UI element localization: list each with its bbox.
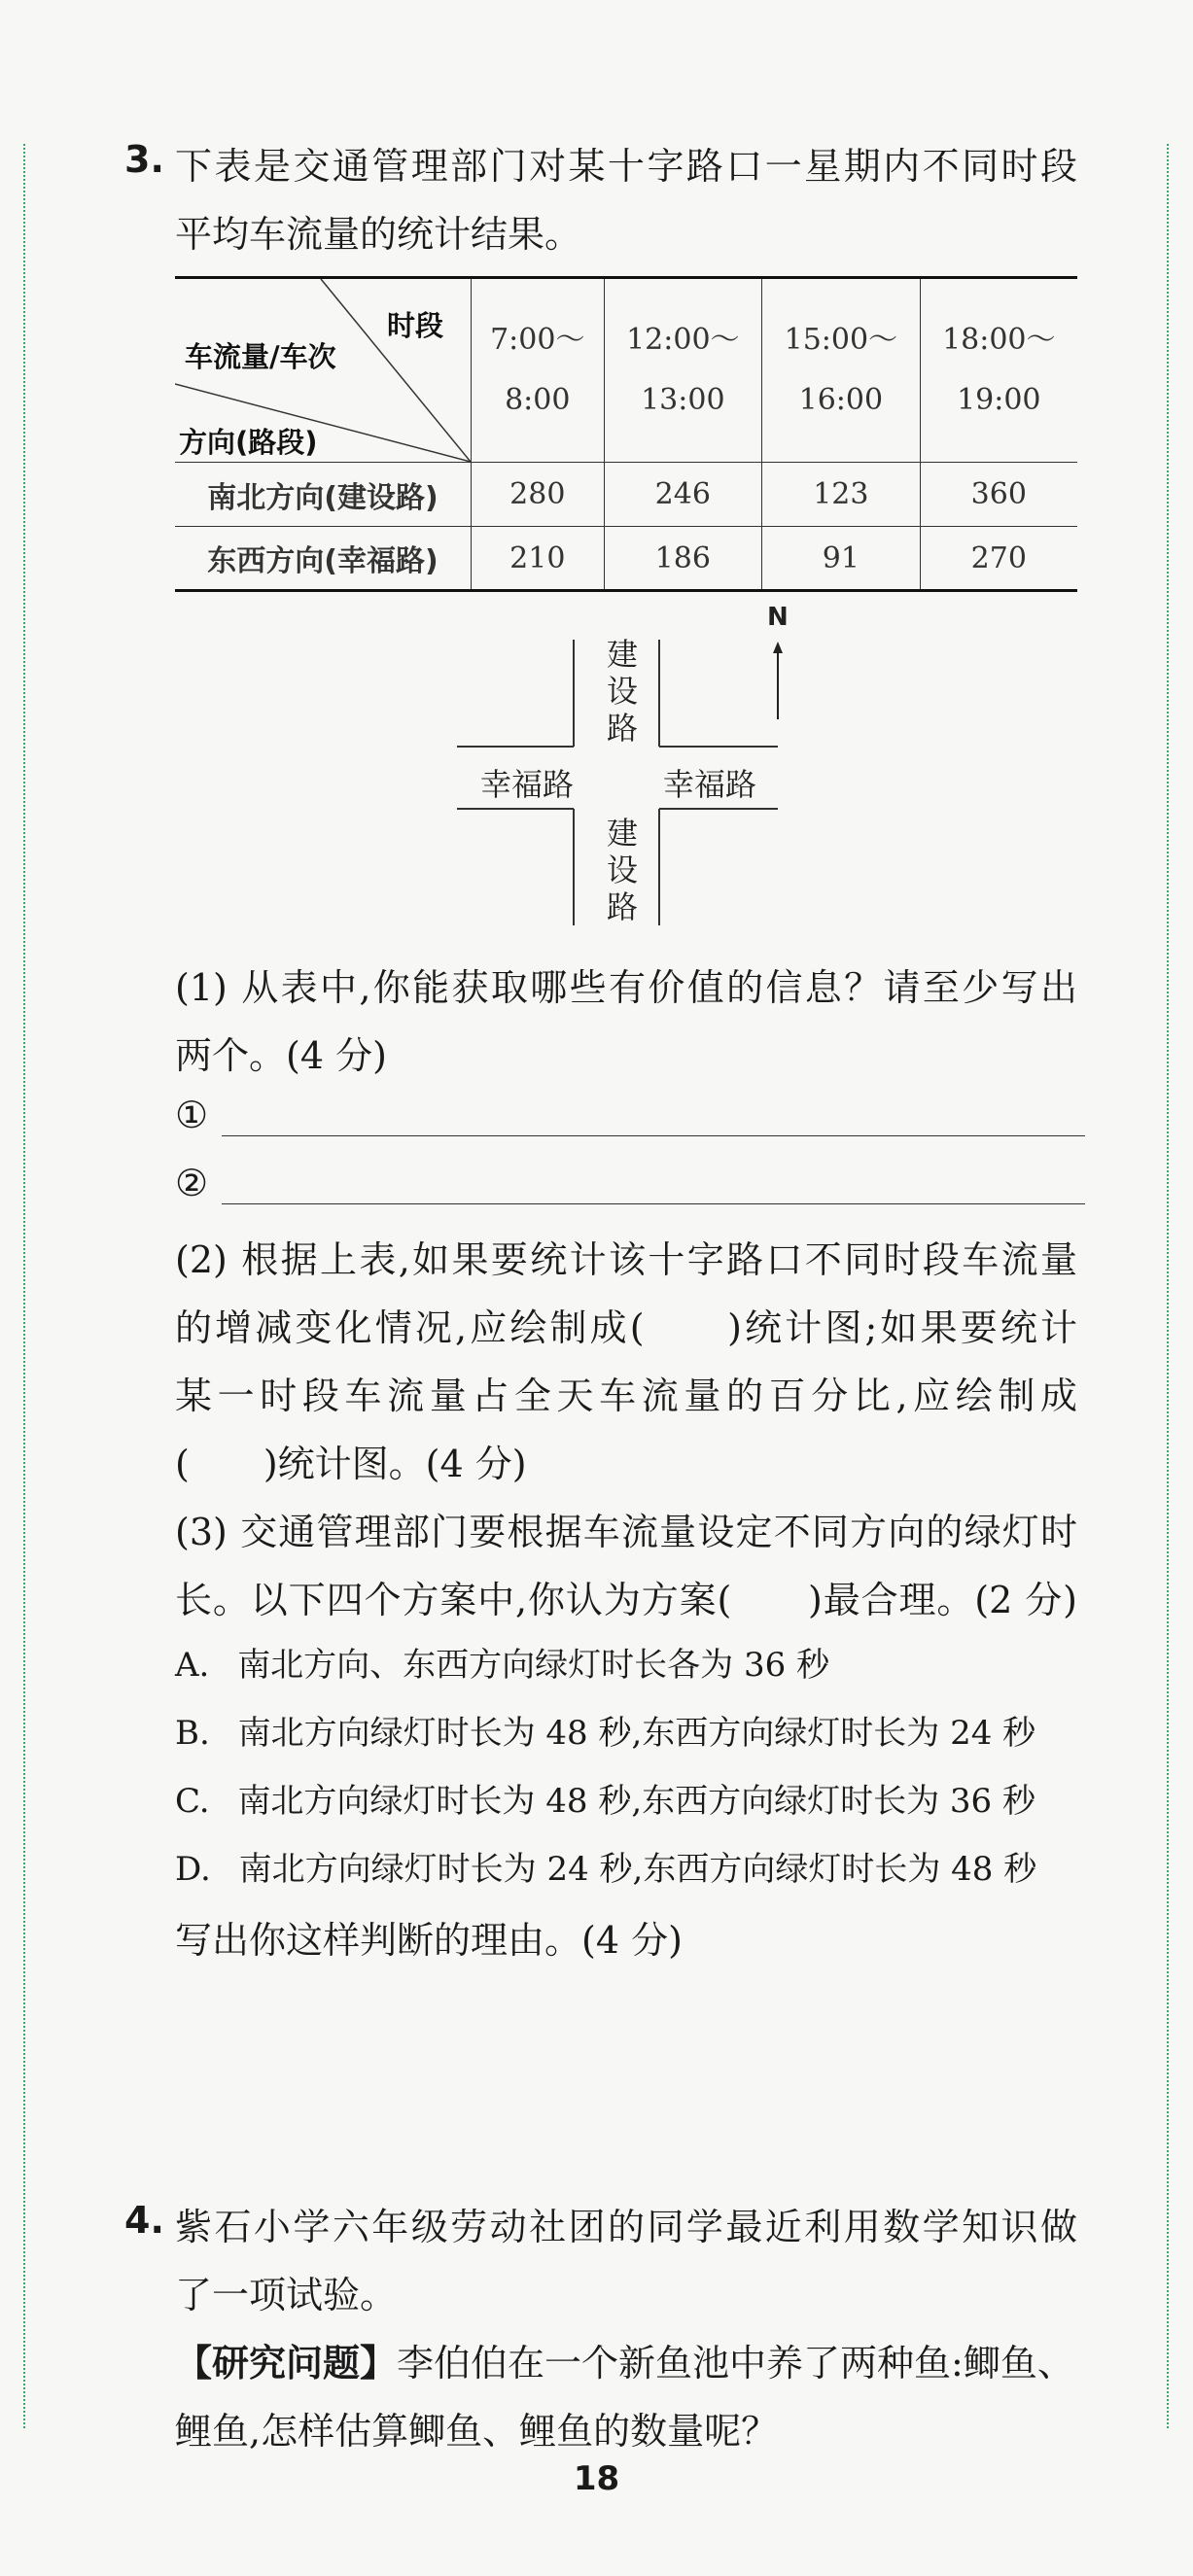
option-d-letter: D.	[175, 1850, 211, 1889]
part1-line2: 两个。(4 分)	[175, 1034, 387, 1077]
table-diagonal-header	[175, 278, 472, 463]
question-3-intro-line1: 下表是交通管理部门对某十字路口一星期内不同时段	[175, 145, 1077, 188]
option-b-letter: B.	[175, 1714, 210, 1753]
question-4-line2: 了一项试验。	[175, 2274, 398, 2316]
part2-line1: (2) 根据上表,如果要统计该十字路口不同时段车流量	[175, 1238, 1077, 1281]
reason-prompt: 写出你这样判断的理由。(4 分)	[175, 1919, 683, 1962]
answer-line-1[interactable]	[222, 1135, 1085, 1136]
option-a-letter: A.	[175, 1646, 210, 1685]
table-row-north-south	[175, 463, 1077, 527]
time-slot-2	[604, 278, 762, 463]
right-margin-guide	[1167, 144, 1169, 2428]
question-4-line3-text: 李伯伯在一个新鱼池中养了两种鱼:鲫鱼、	[397, 2342, 1074, 2385]
part1-line1: (1) 从表中,你能获取哪些有价值的信息？请至少写出	[175, 966, 1077, 1009]
table-cell: 280	[472, 463, 605, 527]
row-label-east-west: 东西方向(幸福路)	[175, 527, 472, 591]
north-arrow-icon	[768, 642, 788, 719]
time-slot-4-to: 19:00	[957, 383, 1041, 417]
question-4-line1: 紫石小学六年级劳动社团的同学最近利用数学知识做	[175, 2206, 1077, 2248]
option-d-text: 南北方向绿灯时长为 24 秒,东西方向绿灯时长为 48 秒	[238, 1850, 1037, 1889]
question-3-number: 3.	[124, 138, 164, 181]
part2-line3: 某一时段车流量占全天车流量的百分比,应绘制成	[175, 1375, 1077, 1417]
time-slot-1	[472, 278, 605, 463]
header-direction: 方向(路段)	[179, 426, 318, 459]
table-cell: 123	[762, 463, 921, 527]
blank2-marker: ②	[175, 1162, 209, 1204]
table-header-row	[175, 278, 1077, 463]
part2-line4: ( )统计图。(4 分)	[175, 1443, 527, 1485]
answer-line-2[interactable]	[222, 1203, 1085, 1204]
question-4-line3	[175, 2333, 1074, 2386]
question-4-number: 4.	[124, 2199, 164, 2242]
row-label-north-south: 南北方向(建设路)	[175, 463, 472, 527]
table-row-east-west	[175, 527, 1077, 591]
option-c-text: 南北方向绿灯时长为 48 秒,东西方向绿灯时长为 36 秒	[237, 1782, 1036, 1821]
part2-line2: 的增减变化情况,应绘制成( )统计图;如果要统计	[175, 1306, 1077, 1349]
time-slot-3	[762, 278, 921, 463]
page-number: 18	[573, 2459, 620, 2498]
road-label-xingfu-left: 幸福路	[480, 766, 575, 803]
option-a[interactable]	[175, 1638, 829, 1686]
time-slot-2-from: 12:00～	[626, 323, 740, 357]
time-slot-3-from: 15:00～	[784, 323, 898, 357]
table-cell: 186	[604, 527, 762, 591]
option-b[interactable]	[175, 1706, 1035, 1754]
part3-line1: (3) 交通管理部门要根据车流量设定不同方向的绿灯时	[175, 1511, 1077, 1553]
time-slot-3-to: 16:00	[798, 383, 884, 417]
option-c[interactable]	[175, 1774, 1035, 1822]
left-margin-guide	[23, 144, 25, 2428]
option-d[interactable]	[175, 1842, 1036, 1890]
part3-line2: 长。以下四个方案中,你认为方案( )最合理。(2 分)	[175, 1579, 1077, 1621]
table-cell: 210	[472, 527, 605, 591]
blank1-marker: ①	[175, 1094, 209, 1136]
option-a-text: 南北方向、东西方向绿灯时长各为 36 秒	[237, 1646, 830, 1685]
traffic-table	[175, 276, 1077, 592]
question-4-line4: 鲤鱼,怎样估算鲫鱼、鲤鱼的数量呢？	[175, 2410, 779, 2453]
research-question-heading: 【研究问题】	[175, 2342, 398, 2385]
table-cell: 246	[604, 463, 762, 527]
road-label-jianshe-top: 建设路	[602, 638, 639, 748]
time-slot-4	[920, 278, 1077, 463]
road-label-jianshe-bottom: 建设路	[602, 817, 639, 927]
time-slot-4-from: 18:00～	[942, 323, 1056, 357]
header-traffic-volume: 车流量/车次	[185, 340, 336, 373]
road-label-xingfu-right: 幸福路	[663, 766, 757, 803]
question-3-intro-line2: 平均车流量的统计结果。	[175, 213, 582, 256]
time-slot-1-to: 8:00	[505, 383, 571, 417]
table-cell: 270	[920, 527, 1077, 591]
intersection-map	[447, 603, 797, 933]
time-slot-2-to: 13:00	[641, 383, 725, 417]
table-cell: 91	[762, 527, 921, 591]
time-slot-1-from: 7:00～	[490, 323, 585, 357]
north-label: N	[767, 603, 789, 632]
option-c-letter: C.	[175, 1782, 210, 1821]
table-cell: 360	[920, 463, 1077, 527]
header-time-slot: 时段	[387, 309, 444, 342]
option-b-text: 南北方向绿灯时长为 48 秒,东西方向绿灯时长为 24 秒	[237, 1714, 1036, 1753]
